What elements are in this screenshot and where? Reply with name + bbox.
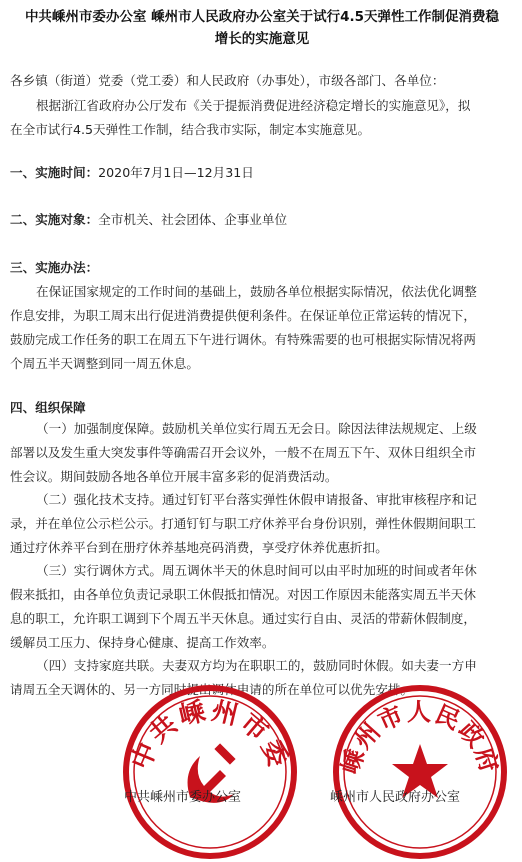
official-seal-right	[330, 682, 510, 862]
issuer-left: 中共嵊州市委办公室	[124, 790, 242, 805]
paragraph-3-line: （三）实行调休方式。周五调休半天的休息时间可以由平时加班的时间或者年休	[36, 563, 477, 578]
paragraph-2-line: 录，并在单位公示栏公示。打通钉钉与职工疗休养平台身份识别，弹性休假期间职工	[10, 516, 476, 531]
section-1-heading: 一、实施时间：	[10, 165, 99, 180]
section-3-line: 个周五半天调整到同一周五休息。	[10, 356, 199, 371]
paragraph-3-line: 假来抵扣，由各单位负责记录职工休假抵扣情况。对因工作原因未能落实周五半天休	[10, 587, 476, 602]
seal-emblem-right	[330, 682, 510, 862]
intro-line: 在全市试行4.5天弹性工作制，结合我市实际，制定本实施意见。	[10, 122, 371, 137]
paragraph-4-line: 请周五全天调休的、另一方同时提出调休申请的所在单位可以优先安排。	[10, 682, 413, 697]
paragraph-3-line: 缓解员工压力、保持身心健康、提高工作效率。	[10, 635, 275, 650]
paragraph-1-line: 部署以及发生重大突发事件等确需召开会议外，一般不在周五下午、双休日组织全市	[10, 445, 476, 460]
section-2-heading: 二、实施对象：	[10, 212, 99, 227]
section-3-line: 鼓励完成工作任务的职工在周五下午进行调休。有特殊需要的也可根据实际情况将两	[10, 332, 476, 347]
section-4-heading: 四、组织保障	[10, 400, 86, 415]
svg-text:中共嵊州市委	[126, 696, 294, 774]
paragraph-2-line: 通过疗休养平台到在册疗休养基地亮码消费，享受疗休养优惠折扣。	[10, 540, 388, 555]
section-2-text: 全市机关、社会团体、企事业单位	[98, 212, 288, 227]
seal-emblem-left	[120, 682, 300, 862]
paragraph-3-line: 息的职工，允许职工调到下个周五半天休息。通过实行自由、灵活的带薪休假制度，	[10, 611, 476, 626]
intro-line: 根据浙江省政府办公厅发布《关于提振消费促进经济稳定增长的实施意见》，拟	[36, 98, 471, 113]
paragraph-1-line: （一）加强制度保障。鼓励机关单位实行周五无会日。除因法律法规规定、上级	[36, 421, 477, 436]
document-title-line1: 中共嵊州市委办公室 嵊州市人民政府办公室关于试行4.5天弹性工作制促消费稳	[24, 9, 500, 25]
section-1-text: 2020年7月1日—12月31日	[98, 165, 254, 180]
issuer-right: 嵊州市人民政府办公室	[330, 790, 461, 805]
seal-left-text: 中共嵊州市委	[126, 695, 294, 775]
section-3-line: 作息安排，为职工周末出行促进消费提供便利条件。在保证单位正常运转的情况下，	[10, 308, 476, 323]
section-2	[10, 211, 287, 229]
official-seal-left	[120, 682, 300, 862]
salutation: 各乡镇（街道）党委（党工委）和人民政府（办事处），市级各部门、各单位：	[10, 73, 445, 88]
seal-right-text: 嵊州市人民政府	[336, 698, 504, 778]
section-3-line: 在保证国家规定的工作时间的基础上，鼓励各单位根据实际情况，依法优化调整	[36, 284, 477, 299]
paragraph-2-line: （二）强化技术支持。通过钉钉平台落实弹性休假申请报备、审批审核程序和记	[36, 492, 477, 507]
paragraph-4-line: （四）支持家庭共联。夫妻双方均为在职职工的，鼓励同时休假。如夫妻一方申	[36, 658, 477, 673]
section-1	[10, 164, 254, 182]
section-3-heading: 三、实施办法：	[10, 260, 99, 275]
paragraph-1-line: 性会议。期间鼓励各地各单位开展丰富多彩的促消费活动。	[10, 469, 338, 484]
document-title-line2: 增长的实施意见	[214, 31, 310, 47]
